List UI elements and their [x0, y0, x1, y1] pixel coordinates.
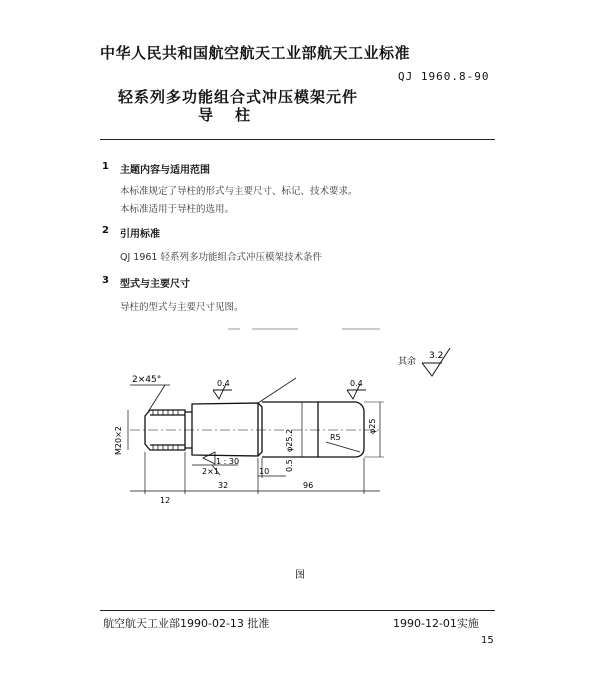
section-heading: 主题内容与适用范围 — [120, 165, 210, 176]
dimension-lines — [130, 452, 380, 494]
document-subtitle: 导柱 — [198, 106, 273, 124]
taper-icon — [203, 452, 215, 464]
dim-96: 96 — [303, 481, 314, 490]
taper-label: 1 : 30 — [216, 457, 240, 466]
figure-caption: 图 — [295, 570, 305, 581]
dim-32: 32 — [218, 481, 229, 490]
footer-rule — [100, 610, 495, 611]
page-number: 15 — [481, 635, 494, 646]
depth-label: 0.5 — [285, 459, 294, 472]
section-number: 1 — [102, 161, 109, 172]
radius-label: R5 — [330, 433, 341, 442]
thread-label: M20×2 — [114, 426, 123, 455]
paragraph: QJ 1961 轻系列多功能组合式冲压模架技术条件 — [120, 252, 322, 263]
paragraph: 本标准适用于导柱的选用。 — [120, 204, 235, 215]
section-heading: 型式与主要尺寸 — [120, 279, 190, 290]
effective-date: 1990-12-01实施 — [393, 617, 479, 630]
approval-text: 航空航天工业部1990-02-13 批准 — [103, 617, 270, 630]
paragraph: 本标准规定了导柱的形式与主要尺寸、标记、技术要求。 — [120, 186, 358, 197]
section-number: 2 — [102, 225, 109, 236]
dim-12: 12 — [160, 496, 171, 505]
section-number: 3 — [102, 275, 109, 286]
roughness-other-value: 3.2 — [429, 351, 444, 361]
roughness-right-value: 0.4 — [350, 379, 363, 388]
right-diameter-label: φ25 — [368, 418, 377, 434]
roughness-other-label: 其余 — [398, 357, 417, 367]
standard-org-title: 中华人民共和国航空航天工业部航天工业标准 — [100, 44, 411, 62]
dim-10: 10 — [259, 467, 270, 476]
paragraph: 导柱的型式与主要尺寸见图。 — [120, 302, 244, 313]
groove-label: 2×1 — [202, 467, 219, 476]
chamfer-label: 2×45° — [132, 375, 162, 385]
document-title: 轻系列多功能组合式冲压模架元件 — [118, 88, 359, 106]
mid-diameter-label: φ25.2 — [285, 428, 294, 452]
section-heading: 引用标准 — [120, 229, 160, 240]
standard-code: QJ 1960.8-90 — [398, 70, 490, 83]
roughness-left-value: 0.4 — [217, 379, 230, 388]
